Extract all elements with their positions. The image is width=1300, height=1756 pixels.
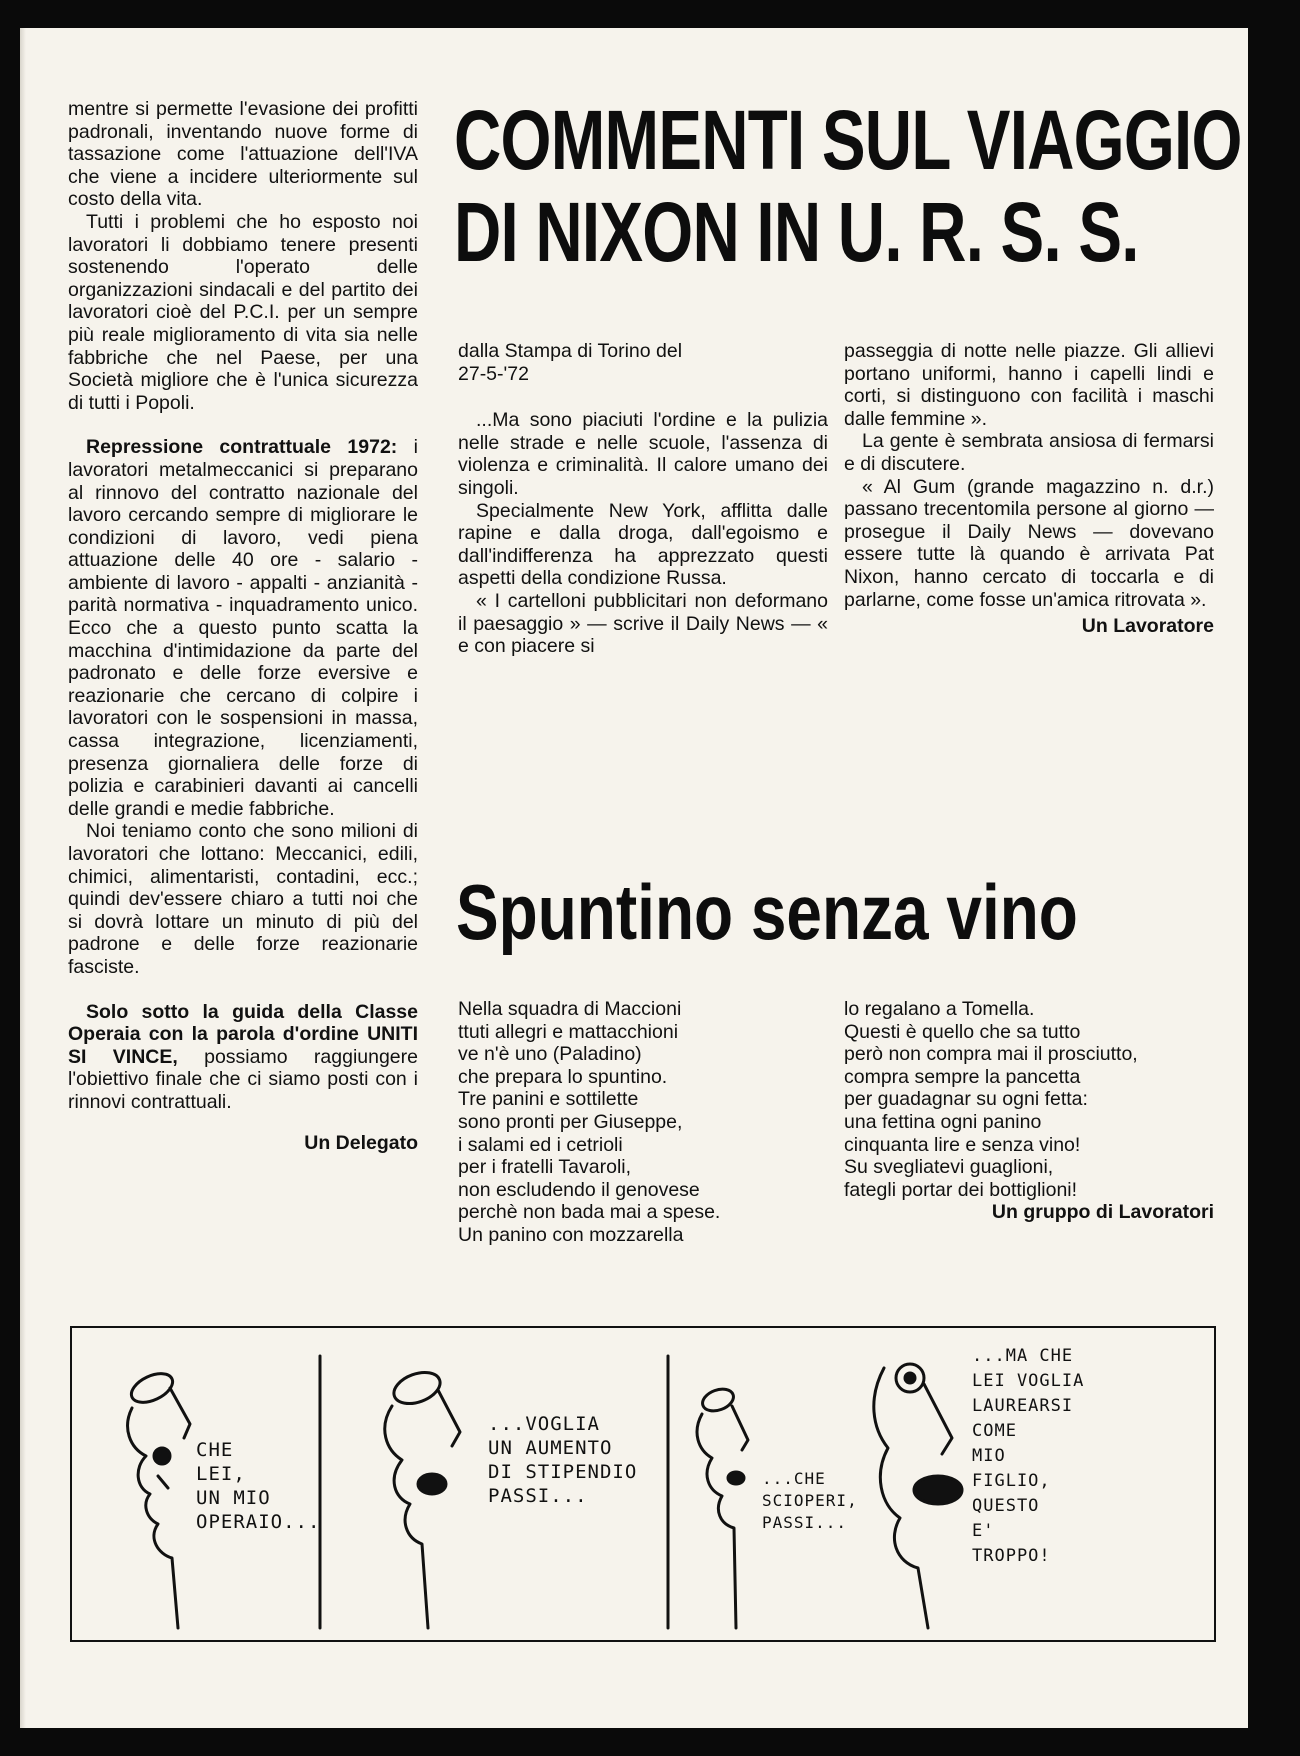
signature-delegato: Un Delegato xyxy=(304,1131,418,1154)
poem-line: i salami ed i cetrioli xyxy=(458,1133,623,1156)
left-paragraph-3 xyxy=(68,436,418,820)
poem-line: non escludendo il genovese xyxy=(458,1178,700,1201)
left-column-article xyxy=(68,98,418,1154)
poem-line: Tre panini e sottilette xyxy=(458,1088,639,1111)
boss-face-1 xyxy=(127,1368,190,1628)
page-edge-shadow xyxy=(20,28,26,1728)
poem-line: per i fratelli Tavaroli, xyxy=(458,1156,632,1179)
poem-line: per guadagnar su ogni fetta: xyxy=(844,1088,1088,1111)
poem-line: che prepara lo spuntino. xyxy=(458,1065,668,1088)
nixon-paragraph-3: « I cartelloni pubblicitari non deformano il paesaggio » — scrive il Daily News — « e con piacere si xyxy=(458,589,828,658)
poem-line: Su svegliatevi guaglioni, xyxy=(844,1156,1054,1179)
left-paragraph-3-text: i lavoratori metalmeccanici si preparano al rinnovo del contratto nazionale del lavoro cercando sempre di migliorare le condizioni di lavoro, vedi piena attuazione delle 40 ore - salario - ambiente di lavoro - appalti - anzianità - parità normativa - inquadramento unico. Ecco che a questo punto scatta la macchina d'intimidazione da parte del padronato e delle forze eversive e reazionarie che cercano di colpire i lavoratori con le sospensioni in massa, cassa integrazione, licenziamenti, presenza giornaliera delle forze di polizia e carabinieri davanti ai cancelli delle grandi e medie fabbriche. xyxy=(68,436,419,820)
left-paragraph-5 xyxy=(68,1001,418,1114)
signature-lavoratore: Un Lavoratore xyxy=(1081,615,1214,638)
headline-line-2: DI NIXON IN U. R. S. S. xyxy=(454,185,1139,279)
spuntino-headline: Spuntino senza vino xyxy=(456,868,1078,956)
nixon-paragraph-5: La gente è sembrata ansiosa di fermarsi e di discutere. xyxy=(844,430,1214,475)
poem-line: ttuti allegri e mattacchioni xyxy=(458,1020,679,1043)
poem-line: Questi è quello che sa tutto xyxy=(844,1020,1081,1043)
nixon-article-column-2 xyxy=(844,340,1214,638)
boss-face-4 xyxy=(874,1364,962,1628)
nixon-paragraph-4: passeggia di notte nelle piazze. Gli allievi portano uniformi, hanno i capelli lindi e corti, si distinguono con facilità i maschi dalle femmine ». xyxy=(844,340,1214,430)
signature-gruppo: Un gruppo di Lavoratori xyxy=(991,1201,1214,1224)
poem-column-2 xyxy=(844,998,1214,1224)
poem-line: sono pronti per Giuseppe, xyxy=(458,1110,683,1133)
nixon-article-column-1 xyxy=(458,340,828,658)
poem-line: Un panino con mozzarella xyxy=(458,1223,684,1246)
source-line: dalla Stampa di Torino del 27-5-'72 xyxy=(458,340,683,385)
nixon-paragraph-2: Specialmente New York, afflitta dalle rapine e dalla droga, dall'egoismo e dall'indifferenza ha apprezzato questi aspetti della condizione Russa. xyxy=(458,499,828,590)
left-paragraph-5-text: possiamo raggiungere l'obiettivo finale che ci siamo posti con i rinnovi contrattuali. xyxy=(68,1045,418,1113)
headline-line-1: COMMENTI SUL VIAGGIO xyxy=(454,93,1242,187)
poem-line: cinquanta lire e senza vino! xyxy=(844,1133,1081,1156)
speech-bubble-4: ...MA CHE LEI VOGLIA LAUREARSI COME MIO FIGLIO, QUESTO E' TROPPO! xyxy=(972,1346,1085,1566)
left-paragraph-4: Noi teniamo conto che sono milioni di lavoratori che lottano: Meccanici, edili, chimici, alimentaristi, contadini, ecc.; quindi dev'essere chiaro a tutti noi che si dovrà lottare un minuto di più del padrone e delle forze reazionarie fasciste. xyxy=(68,820,418,978)
speech-bubble-2: ...VOGLIA UN AUMENTO DI STIPENDIO PASSI... xyxy=(488,1413,638,1507)
speech-bubble-3: ...CHE SCIOPERI, PASSI... xyxy=(762,1469,858,1532)
repression-heading: Repressione contrattuale 1972: xyxy=(86,436,398,459)
speech-bubble-1: CHE LEI, UN MIO OPERAIO... xyxy=(196,1439,321,1533)
slogan-bold: Solo sotto la guida della Classe Operaia con la parola d'ordine UNITI SI VINCE, xyxy=(68,1000,418,1068)
left-paragraph-2: Tutti i problemi che ho esposto noi lavoratori li dobbiamo tenere presenti sostenendo l'operato delle organizzazioni sindacali e del partito dei lavoratori cioè del P.C.I. per un sempre più reale miglioramento di vita sia nelle fabbriche che nel Paese, per una Società migliore che è l'unica sicurezza di tutti i Popoli. xyxy=(68,210,418,414)
nixon-paragraph-6: « Al Gum (grande magazzino n. d.r.) passano trecentomila persone al giorno — prosegue il Daily News — dovevano essere tutte là quando è arrivata Pat Nixon, hanno cercato di toccarla e di parlarne, come fosse un'amica ritrovata ». xyxy=(844,475,1214,611)
poem-line: una fettina ogni panino xyxy=(844,1110,1042,1133)
poem-line: compra sempre la pancetta xyxy=(844,1065,1081,1088)
boss-face-2 xyxy=(385,1367,460,1628)
poem-line: fategli portar dei bottiglioni! xyxy=(844,1178,1078,1201)
poem-line: Nella squadra di Maccioni xyxy=(458,998,682,1020)
poem-line: ve n'è uno (Paladino) xyxy=(458,1043,642,1066)
headline-nixon xyxy=(454,93,1242,279)
poem-line: però non compra mai il prosciutto, xyxy=(844,1043,1138,1066)
boss-face-3 xyxy=(697,1385,748,1628)
nixon-paragraph-1: ...Ma sono piaciuti l'ordine e la pulizia nelle strade e nelle scuole, l'assenza di violenza e criminalità. Il calore umano dei singoli. xyxy=(458,409,828,499)
poem-line: perchè non bada mai a spese. xyxy=(458,1201,721,1224)
comic-strip xyxy=(70,1326,1216,1642)
poem-column-1 xyxy=(458,998,788,1247)
poem-line: lo regalano a Tomella. xyxy=(844,998,1035,1020)
magazine-page xyxy=(20,28,1248,1728)
left-paragraph-1: mentre si permette l'evasione dei profitti padronali, inventando nuove forme di tassazione come l'attuazione dell'IVA che viene a incidere ulteriormente sul costo della vita. xyxy=(68,98,418,211)
